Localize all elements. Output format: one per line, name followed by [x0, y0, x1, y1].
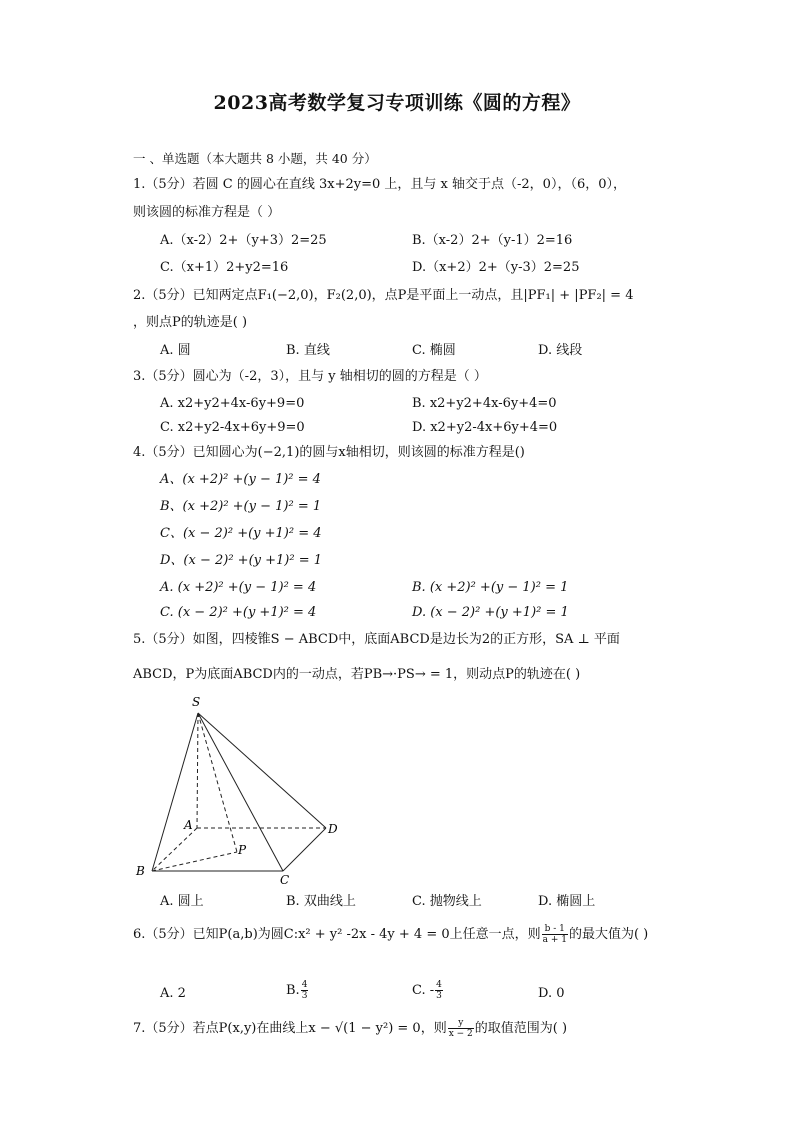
question-6-option-b-num: 4	[301, 980, 308, 990]
question-4-option-b: B. (x +2)² +(y − 1)² = 1	[412, 580, 569, 595]
question-4-item-4: D、(x − 2)² +(y +1)² = 1	[160, 553, 322, 568]
question-3-option-b: B. x2+y2+4x-6y+4=0	[412, 396, 557, 411]
question-7-fraction	[448, 1018, 474, 1039]
question-6-option-b	[286, 980, 309, 1001]
question-6-option-c-num: 4	[436, 980, 442, 990]
question-5-stem: 5.（5分）如图，四棱锥S − ABCD中，底面ABCD是边长为2的正方形，SA ⊥ 平面	[133, 632, 620, 647]
question-6-option-c	[412, 980, 444, 1001]
question-6-stem-pre: 6.（5分）已知P(a,b)为圆C:x² + y² -2x - 4y + 4 = 0上任意一点，则	[133, 927, 541, 942]
question-6-option-c-label: C. -	[412, 983, 435, 998]
question-6-fraction	[542, 924, 568, 945]
question-2-option-d: D. 线段	[538, 343, 583, 358]
question-3-stem: 3.（5分）圆心为（-2，3），且与 y 轴相切的圆的方程是（ ）	[133, 369, 487, 384]
question-7-fraction-den: x − 2	[448, 1029, 473, 1039]
question-6-option-b-fraction	[301, 980, 309, 1001]
question-4-option-a: A. (x +2)² +(y − 1)² = 4	[160, 580, 317, 595]
edge-bp	[152, 852, 237, 871]
edge-cd	[283, 828, 326, 871]
edge-sd	[198, 713, 326, 828]
question-1-option-a: A.（x-2）2+（y+3）2=25	[160, 233, 327, 248]
pyramid-figure	[130, 690, 350, 890]
question-2-stem: 2.（5分）已知两定点F₁(−2,0)，F₂(2,0)，点P是平面上一动点，且|PF₁| + |PF₂| = 4	[133, 288, 634, 303]
question-1-option-b: B.（x-2）2+（y-1）2=16	[412, 233, 573, 248]
question-5-option-c: C. 抛物线上	[412, 894, 482, 909]
question-4-option-c: C. (x − 2)² +(y +1)² = 4	[160, 605, 317, 620]
question-2-option-c: C. 椭圆	[412, 343, 456, 358]
question-6-option-c-den: 3	[436, 991, 442, 1001]
question-1-option-d: D.（x+2）2+（y-3）2=25	[412, 260, 580, 275]
question-6-stem	[133, 924, 648, 945]
page-title: 2023高考数学复习专项训练《圆的方程》	[213, 92, 581, 114]
question-6-fraction-den: a + 1	[542, 935, 567, 945]
question-5-stem-cont: ABCD，P为底面ABCD内的一动点，若PB→·PS→ = 1，则动点P的轨迹在( )	[133, 667, 581, 682]
question-4-item-2: B、(x +2)² +(y − 1)² = 1	[160, 499, 322, 514]
edge-sb	[152, 713, 198, 871]
question-5-option-b: B. 双曲线上	[286, 894, 356, 909]
question-2-option-b: B. 直线	[286, 343, 330, 358]
question-6-option-c-fraction	[435, 980, 443, 1001]
question-2-stem-cont: ，则点P的轨迹是( )	[133, 315, 248, 330]
vertex-label-c: C	[280, 873, 290, 887]
question-1-stem-cont: 则该圆的标准方程是（ ）	[133, 205, 281, 220]
question-4-item-3: C、(x − 2)² +(y +1)² = 4	[160, 526, 322, 541]
question-6-option-a: A. 2	[160, 986, 186, 1001]
question-7-stem-pre: 7.（5分）若点P(x,y)在曲线上x − √(1 − y²) = 0，则	[133, 1021, 447, 1036]
question-7-stem-post: 的取值范围为( )	[474, 1021, 568, 1036]
edge-sa	[197, 713, 198, 828]
question-5-option-d: D. 椭圆上	[538, 894, 596, 909]
question-6-option-b-den: 3	[301, 991, 308, 1001]
section-heading: 一 、单选题（本大题共 8 小题，共 40 分）	[133, 151, 377, 166]
question-4-stem: 4.（5分）已知圆心为(−2,1)的圆与x轴相切，则该圆的标准方程是()	[133, 445, 525, 460]
question-1-stem: 1.（5分）若圆 C 的圆心在直线 3x+2y=0 上，且与 x 轴交于点（-2，0），（6，0），	[133, 177, 626, 192]
question-3-option-c: C. x2+y2-4x+6y+9=0	[160, 420, 305, 435]
question-2-option-a: A. 圆	[160, 343, 191, 358]
question-3-option-d: D. x2+y2-4x+6y+4=0	[412, 420, 558, 435]
question-3-option-a: A. x2+y2+4x-6y+9=0	[160, 396, 305, 411]
vertex-label-a: A	[184, 818, 193, 832]
question-7-stem	[133, 1018, 567, 1039]
question-6-stem-post: 的最大值为( )	[568, 927, 649, 942]
question-6-fraction-num: b - 1	[542, 924, 568, 935]
question-1-option-c: C.（x+1）2+y2=16	[160, 260, 289, 275]
edge-sp	[198, 713, 237, 852]
question-6-option-b-label: B.	[286, 983, 300, 998]
vertex-label-b: B	[136, 864, 145, 878]
question-4-option-d: D. (x − 2)² +(y +1)² = 1	[412, 605, 569, 620]
question-6-option-d: D. 0	[538, 986, 565, 1001]
vertex-label-d: D	[328, 822, 338, 836]
vertex-label-s: S	[192, 695, 201, 709]
question-7-fraction-num: y	[448, 1018, 474, 1029]
question-5-option-a: A. 圆上	[160, 894, 204, 909]
vertex-label-p: P	[238, 843, 247, 857]
question-4-item-1: A、(x +2)² +(y − 1)² = 4	[160, 472, 321, 487]
